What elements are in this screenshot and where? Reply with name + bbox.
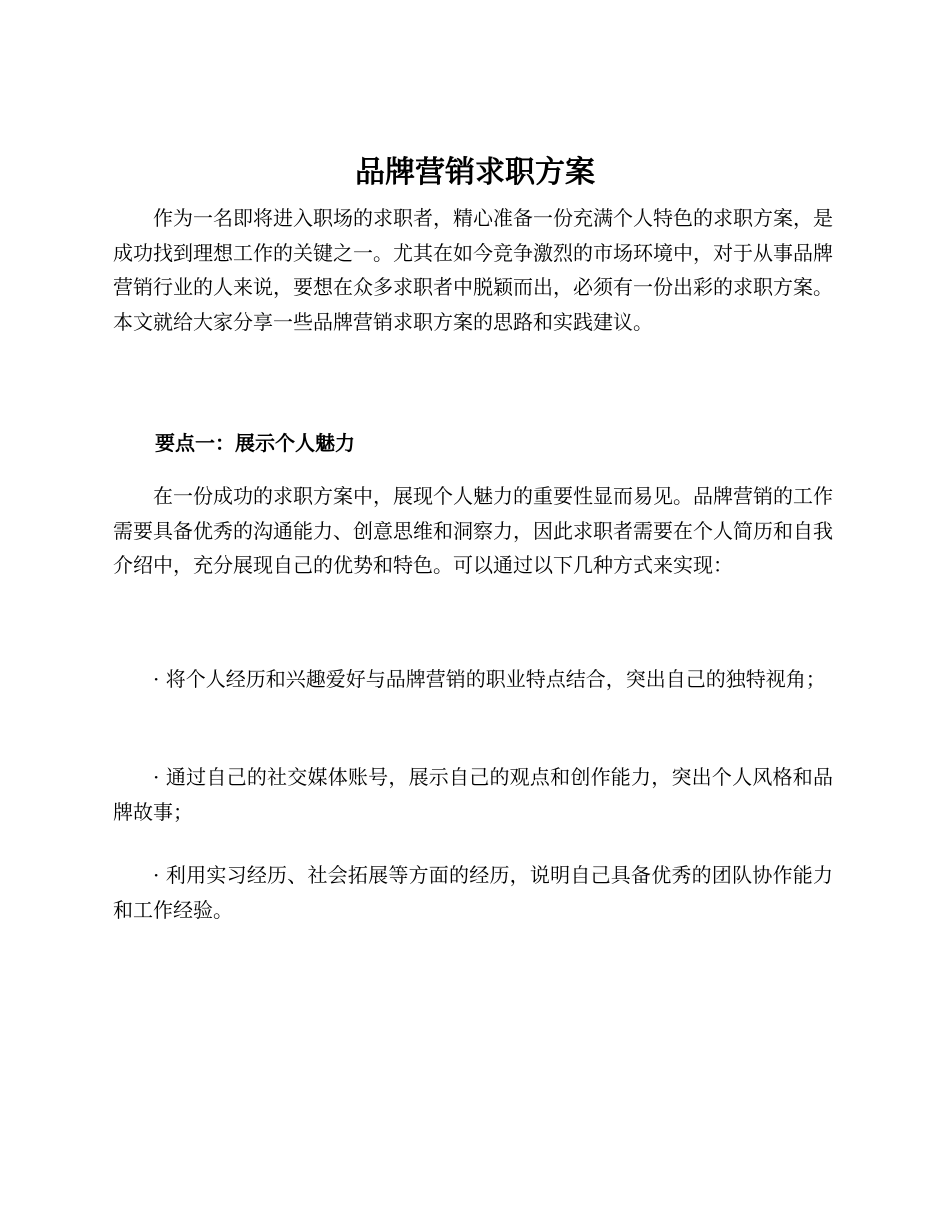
section-heading: 要点一：展示个人魅力 xyxy=(155,431,355,455)
bullet-item: · 通过自己的社交媒体账号，展示自己的观点和创作能力，突出个人风格和品牌故事； xyxy=(113,765,833,824)
intro-paragraph: 作为一名即将进入职场的求职者，精心准备一份充满个人特色的求职方案，是成功找到理想工作的关键之一。尤其在如今竞争激烈的市场环境中，对于从事品牌营销行业的人来说，要想在众多求职者中脱颖而出，必须有一份出彩的求职方案。本文就给大家分享一些品牌营销求职方案的思路和实践建议。 xyxy=(113,206,833,334)
section-paragraph: 在一份成功的求职方案中，展现个人魅力的重要性显而易见。品牌营销的工作需要具备优秀的沟通能力、创意思维和洞察力，因此求职者需要在个人简历和自我介绍中，充分展现自己的优势和特色。可以通过以下几种方式来实现： xyxy=(113,484,833,577)
document-title: 品牌营销求职方案 xyxy=(355,155,595,190)
bullet-item: · 将个人经历和兴趣爱好与品牌营销的职业特点结合，突出自己的独特视角； xyxy=(153,667,826,691)
bullet-item: · 利用实习经历、社会拓展等方面的经历，说明自己具备优秀的团队协作能力和工作经验。 xyxy=(113,863,833,922)
